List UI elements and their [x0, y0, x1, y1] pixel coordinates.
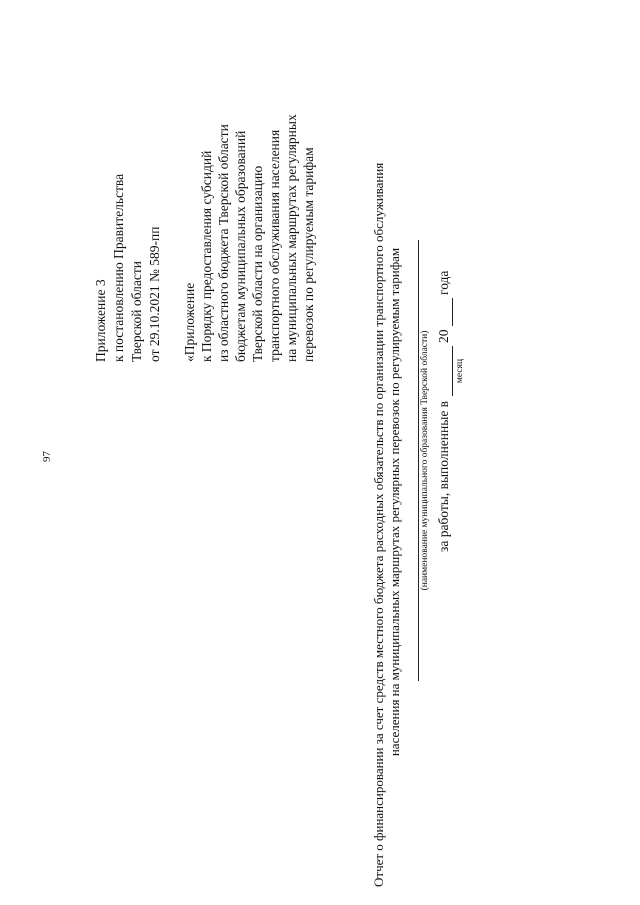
- order-appendix-line: транспортного обслуживания населения: [267, 129, 282, 362]
- page-number: 97: [41, 451, 53, 462]
- year-suffix: года: [436, 270, 451, 295]
- order-appendix-line: к Порядку предоставления субсидий: [199, 150, 214, 362]
- appendix-header-line: Тверской области: [129, 261, 144, 362]
- report-title-line: населения на муниципальных маршрутах регулярных перевозок по регулируемым тарифам: [387, 247, 402, 757]
- year-prefix: 20: [436, 329, 451, 343]
- order-appendix-line: из областного бюджета Тверской области: [216, 124, 231, 362]
- order-appendix-line: «Приложение: [182, 282, 197, 362]
- order-appendix-line: на муниципальных маршрутах регулярных: [284, 114, 299, 362]
- order-appendix-line: перевозок по регулируемым тарифам: [301, 147, 316, 362]
- order-appendix-line: Тверской области на организацию: [250, 165, 265, 362]
- report-title-line: Отчет о финансировании за счет средств местного бюджета расходных обязательств по организации транспортного обслуживания: [371, 162, 386, 887]
- appendix-header-line: от 29.10.2021 № 589-пп: [147, 226, 162, 362]
- year-underline: [452, 298, 453, 326]
- appendix-header-line: к постановлению Правительства: [111, 173, 126, 362]
- appendix-header-line: Приложение 3: [93, 279, 108, 362]
- municipality-name-underline: [418, 240, 419, 681]
- month-underline: [452, 346, 453, 396]
- order-appendix-line: бюджетам муниципальных образований: [233, 130, 248, 362]
- month-caption: месяц: [455, 358, 465, 384]
- period-prefix: за работы, выполненные в: [436, 400, 451, 552]
- municipality-caption: (наименование муниципального образования Тверской области): [420, 330, 430, 591]
